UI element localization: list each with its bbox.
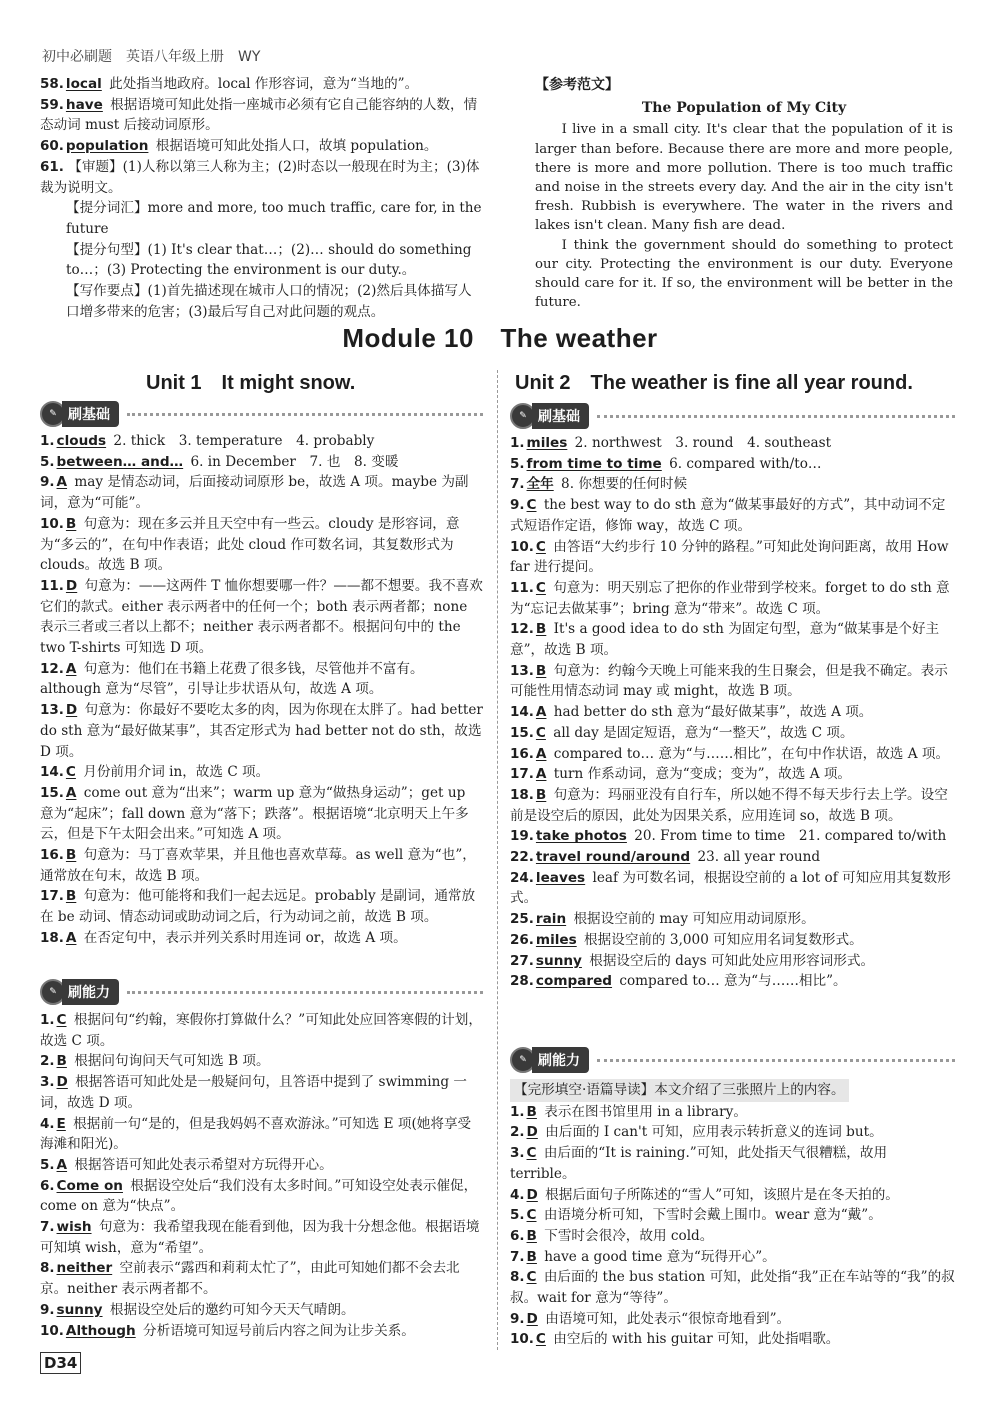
- item-number: 1.: [40, 433, 55, 449]
- answer-item: [40, 472, 483, 513]
- explanation: 根据后面句子所陈述的“雪人”可知，该照片是在冬天拍的。: [540, 1186, 899, 1203]
- answer-key: sunny: [535, 952, 582, 969]
- item-number: 3.: [510, 1145, 525, 1162]
- model-essay: [535, 76, 953, 312]
- explanation: come out 意为“出来”；warm up 意为“做热身运动”；get up 意为“起床”；fall down 意为“落下；跌落”。根据语境“北京明天上午多云，但是下午太阳会出来。”可知选 A 项。: [40, 784, 469, 843]
- item-number: 26.: [510, 931, 534, 948]
- answer-item: [40, 136, 483, 157]
- answer-key: B: [56, 1053, 67, 1070]
- item-number: 10.: [40, 515, 64, 532]
- item-number: 60.: [40, 138, 64, 155]
- explanation: have a good time 意为“玩得开心”。: [539, 1248, 776, 1265]
- explanation: 根据设空处后的邀约可知今天天气晴朗。: [105, 1301, 355, 1318]
- item-number: 15.: [40, 784, 64, 801]
- explanation: 句意为：他可能将和我们一起去远足。probably 是副词，通常放在 be 动词、情态动词或助动词之后，行为动词之前，故选 B 项。: [40, 888, 476, 926]
- answer-item: [510, 1143, 955, 1184]
- explanation: 根据问句询问天气可知选 B 项。: [69, 1053, 270, 1070]
- explanation: 根据设空后的 days 可知此处应用形容词形式。: [584, 952, 875, 969]
- explanation: 2. northwest 3. round 4. southeast: [570, 435, 832, 451]
- answer-key: have: [65, 96, 103, 113]
- item-number: 17.: [40, 888, 64, 905]
- answer-item: [40, 1300, 483, 1321]
- explanation: 根据答语可知此处表示希望对方玩得开心。: [70, 1156, 333, 1173]
- answer-item: [510, 847, 955, 868]
- answer-key: miles: [526, 435, 568, 451]
- answer-item: [40, 1176, 483, 1217]
- item-number: 9.: [40, 474, 55, 491]
- answer-item: [510, 785, 955, 826]
- item-number: 5.: [510, 1207, 525, 1224]
- item-number: 16.: [40, 847, 64, 864]
- answer-key: C: [56, 1012, 67, 1028]
- page-number: D34: [40, 1352, 81, 1374]
- answer-item: [40, 74, 483, 95]
- answer-key: A: [65, 929, 77, 946]
- answer-key: D: [65, 702, 78, 719]
- unit2-ability-label: 刷能力: [532, 1047, 589, 1073]
- answer-item: [510, 433, 955, 454]
- answer-item: [40, 762, 483, 783]
- unit1-basic-banner: [40, 400, 483, 428]
- answer-key: E: [56, 1115, 66, 1132]
- answer-key: B: [65, 888, 77, 905]
- item-number: 10.: [510, 1331, 534, 1348]
- explanation: 句意为：他们在书籍上花费了很多钱，尽管他并不富有。although 意为“尽管”，引导让步状语从句，故选 A 项。: [40, 660, 424, 698]
- item-number: 8.: [510, 1269, 525, 1286]
- item-number: 7.: [40, 1219, 55, 1236]
- dotted-rule: [127, 991, 483, 994]
- book-icon: ✎: [510, 403, 536, 429]
- item-number: 59.: [40, 96, 64, 113]
- answer-item: [510, 1226, 955, 1247]
- answer-key: A: [56, 1156, 68, 1173]
- answer-item: [40, 845, 483, 886]
- answer-item: [40, 886, 483, 927]
- answer-item: [40, 1258, 483, 1299]
- explanation: 【审题】(1)人称以第三人称为主；(2)时态以一般现在时为主；(3)体裁为说明文。: [40, 158, 480, 196]
- explanation: 【提分句型】(1) It's clear that…；(2)… should do something to…；(3) Protecting the environment is our duty.。: [66, 241, 472, 279]
- answer-item: [510, 826, 955, 847]
- book-icon: ✎: [40, 979, 66, 1005]
- answer-key: B: [526, 1227, 537, 1244]
- explanation: 由后面的 I can't 可知，应用表示转折意义的连词 but。: [540, 1124, 883, 1141]
- answer-item: [510, 971, 955, 992]
- item-number: 1.: [40, 1012, 55, 1028]
- item-number: 10.: [510, 538, 534, 555]
- explanation: 表示在图书馆里用 in a library。: [539, 1103, 747, 1120]
- item-number: 1.: [510, 435, 525, 451]
- answer-key: C: [535, 1331, 546, 1348]
- explanation: 根据语境可知此处指一座城市必须有它自己能容纳的人数，情态动词 must 后接动词原形。: [40, 96, 478, 134]
- explanation: 2. thick 3. temperature 4. probably: [109, 433, 375, 449]
- item-number: 13.: [40, 702, 64, 719]
- answer-item: [510, 578, 955, 619]
- unit2-basic-label: 刷基础: [532, 403, 589, 429]
- explanation: 句意为：现在多云并且天空中有一些云。cloudy 是形容词，意为“多云的”，在句中作表语；此处 cloud 作可数名词，其复数形式为 clouds。故选 B 项。: [40, 515, 460, 574]
- answer-item: [510, 868, 955, 909]
- explanation: 下雪时会很冷，故用 cold。: [539, 1227, 714, 1244]
- dotted-rule: [597, 1059, 955, 1062]
- answer-key: A: [65, 784, 77, 801]
- answer-key: D: [56, 1074, 68, 1091]
- answer-key: clouds: [56, 433, 107, 449]
- answer-item: [40, 659, 483, 700]
- explanation: 由答语“大约步行 10 分钟的路程。”可知此处询问距离，故用 How far 进行提问。: [510, 538, 949, 576]
- item-number: 12.: [40, 660, 64, 677]
- answer-key: Come on: [56, 1177, 123, 1194]
- answer-key: B: [535, 621, 547, 638]
- answer-item: [40, 514, 483, 576]
- answer-item: [510, 474, 955, 495]
- answer-key: C: [526, 497, 537, 514]
- item-number: 28.: [510, 973, 534, 990]
- answer-item: [40, 157, 483, 198]
- answer-item: [510, 1247, 955, 1268]
- explanation: 【写作要点】(1)首先描述现在城市人口的情况；(2)然后具体描写人口增多带来的危害；(3)最后写自己对此问题的观点。: [66, 283, 472, 320]
- explanation: all day 是固定短语，意为“一整天”，故选 C 项。: [548, 724, 854, 741]
- item-number: 19.: [510, 828, 534, 845]
- answer-key: C: [535, 538, 546, 555]
- item-number: 2.: [40, 1053, 55, 1070]
- explanation: 由后面的 the bus station 可知，此处指“我”正在车站等的“我”的叔叔。wait for 意为“等待”。: [510, 1269, 955, 1307]
- item-number: 15.: [510, 724, 534, 741]
- top-left-answers: [40, 74, 483, 322]
- item-number: 5.: [40, 1156, 55, 1173]
- answer-key: B: [535, 662, 547, 679]
- answer-item: [510, 1205, 955, 1226]
- answer-key: C: [526, 1269, 537, 1286]
- answer-key: A: [56, 474, 68, 491]
- answer-item: [40, 1217, 483, 1258]
- unit2-title: Unit 2 The weather is fine all year round.: [515, 372, 913, 394]
- answer-item: [40, 928, 483, 949]
- unit2-ability-list: [510, 1079, 955, 1350]
- answer-key: B: [526, 1103, 537, 1120]
- item-number: 18.: [510, 786, 534, 803]
- answer-item: [40, 198, 483, 239]
- explanation: 6. compared with/to…: [664, 455, 822, 472]
- explanation: 【提分词汇】more and more, too much traffic, care for, in the future: [66, 200, 482, 237]
- answer-key: A: [65, 660, 77, 677]
- answer-item: [510, 909, 955, 930]
- essay-paragraph-1: I live in a small city. It's clear that the population of it is larger than before. Because there are more and more people, there is more and more pollution. There is too much traffic and noise in the streets every day. And the air in the city isn't fresh. Rubbish is everywhere. The water in the rivers and lakes isn't clean. Many fish are dead.: [535, 122, 953, 234]
- answer-key: B: [535, 786, 547, 803]
- item-number: 61.: [40, 158, 64, 175]
- answer-item: [510, 537, 955, 578]
- item-number: 22.: [510, 849, 534, 866]
- answer-item: [40, 576, 483, 659]
- answer-item: [510, 723, 955, 744]
- answer-key: B: [526, 1248, 537, 1265]
- explanation: 20. From time to time 21. compared to/with: [629, 828, 947, 845]
- unit2-ability-banner: [510, 1046, 955, 1074]
- answer-key: D: [65, 577, 78, 594]
- explanation: 在否定句中，表示并列关系时用连词 or，故选 A 项。: [79, 929, 407, 946]
- item-number: 12.: [510, 621, 534, 638]
- answer-key: take photos: [535, 828, 627, 845]
- answer-key: from time to time: [526, 455, 662, 472]
- answer-item: [510, 951, 955, 972]
- explanation: 句意为：——这两件 T 恤你想要哪一件？——都不想要。我不喜欢它们的款式。either 表示两者中的任何一个；both 表示两者都；none 表示三者或三者以上都不；neither 表示两者都不。根据问句中的 the two T-shirts 可知选 D 项。: [40, 577, 483, 657]
- item-number: 27.: [510, 952, 534, 969]
- reading-intro: 【完形填空·语篇导读】本文介绍了三张照片上的内容。: [510, 1079, 849, 1102]
- answer-key: leaves: [535, 869, 586, 886]
- explanation: 由后面的“It is raining.”可知，此处指天气很糟糕，故用 terrible。: [510, 1145, 888, 1182]
- running-header: 初中必刷题 英语八年级上册 WY: [42, 49, 261, 65]
- item-number: 13.: [510, 662, 534, 679]
- explanation: 句意为：我希望我现在能看到他，因为我十分想念他。根据语境可知填 wish，意为“希望”。: [40, 1219, 480, 1256]
- item-number: 1.: [510, 1103, 525, 1120]
- answer-item: [40, 452, 483, 473]
- item-number: 7.: [510, 1248, 525, 1265]
- item-number: 11.: [40, 577, 64, 594]
- essay-paragraph-2: I think the government should do something to protect our city. Protecting the environment is our duty. Everyone should care for it. If so, the environment will be better in the future.: [535, 237, 953, 311]
- item-number: 5.: [510, 455, 525, 472]
- explanation: 根据设空前的 may 可知应用动词原形。: [569, 911, 815, 928]
- answer-key: between… and…: [56, 453, 184, 470]
- explanation: compared to… 意为“与……相比”。: [615, 973, 847, 990]
- answer-key: C: [535, 724, 546, 741]
- item-number: 18.: [40, 929, 64, 946]
- answer-item: [40, 783, 483, 845]
- item-number: 11.: [510, 579, 534, 596]
- explanation: had better do sth 意为“最好做某事”，故选 A 项。: [549, 704, 873, 721]
- essay-heading: 【参考范文】: [535, 77, 619, 93]
- explanation: turn 作系动词，意为“变成；变为”，故选 A 项。: [549, 766, 852, 783]
- answer-item: [40, 1051, 483, 1072]
- answer-item: [510, 1329, 955, 1350]
- answer-item: [40, 1155, 483, 1176]
- unit2-basic-banner: [510, 402, 955, 430]
- answer-item: [510, 454, 955, 475]
- answer-key: compared: [535, 973, 613, 990]
- answer-key: neither: [56, 1260, 113, 1277]
- answer-key: A: [535, 745, 547, 762]
- answer-item: [40, 281, 483, 322]
- answer-key: sunny: [56, 1301, 103, 1318]
- answer-key: A: [535, 766, 547, 783]
- unit1-ability-banner: [40, 978, 483, 1006]
- book-icon: ✎: [510, 1047, 536, 1073]
- explanation: 分析语境可知逗号前后内容之间为让步关系。: [138, 1322, 415, 1339]
- explanation: 根据问句“约翰，寒假你打算做什么？”可知此处应回答寒假的计划，故选 C 项。: [40, 1012, 482, 1049]
- answer-item: [510, 1185, 955, 1206]
- answer-item: [40, 1072, 483, 1113]
- item-number: 10.: [40, 1322, 64, 1339]
- item-number: 6.: [510, 1227, 525, 1244]
- item-number: 8.: [40, 1260, 55, 1277]
- answer-item: [40, 95, 483, 136]
- item-number: 17.: [510, 766, 534, 783]
- unit1-title: Unit 1 It might snow.: [146, 372, 356, 394]
- answer-item: [510, 1102, 955, 1123]
- item-number: 25.: [510, 911, 534, 928]
- item-number: 14.: [510, 704, 534, 721]
- answer-key: C: [65, 764, 76, 781]
- unit1-ability-list: [40, 1010, 483, 1341]
- column-divider: [497, 370, 498, 1350]
- answer-item: [40, 1114, 483, 1155]
- answer-item: [40, 1010, 483, 1051]
- answer-key: A: [535, 704, 547, 721]
- answer-item: [510, 702, 955, 723]
- answer-key: B: [65, 847, 77, 864]
- item-number: 9.: [40, 1301, 55, 1318]
- dotted-rule: [597, 415, 955, 418]
- answer-key: rain: [535, 911, 567, 928]
- unit1-basic-list: [40, 431, 483, 949]
- answer-key: B: [65, 515, 77, 532]
- book-icon: ✎: [40, 401, 66, 427]
- answer-item: [510, 1122, 955, 1143]
- answer-item: [40, 700, 483, 762]
- explanation: 句意为：玛丽亚没有自行车，所以她不得不每天步行去上学。设空前是设空后的原因，此处为因果关系，应用连词 so，故选 B 项。: [510, 786, 948, 824]
- answer-key: D: [526, 1310, 538, 1327]
- answer-item: [510, 744, 955, 765]
- explanation: 根据答语可知此处是一般疑问句，且答语中提到了 swimming 一词，故选 D 项。: [40, 1074, 467, 1111]
- explanation: 根据设空前的 3,000 可知应用名词复数形式。: [579, 931, 863, 948]
- explanation: 句意为：约翰今天晚上可能来我的生日聚会，但是我不确定。表示可能性用情态动词 may 或 might，故选 B 项。: [510, 662, 948, 700]
- explanation: 8. 你想要的任何时候: [556, 476, 688, 493]
- explanation: 6. in December 7. 也 8. 变暖: [186, 453, 399, 470]
- answer-item: [510, 619, 955, 660]
- answer-key: C: [526, 1145, 537, 1162]
- answer-key: miles: [535, 931, 577, 948]
- answer-key: population: [65, 138, 149, 155]
- explanation: 由语境可知，此处表示“很惊奇地看到”。: [540, 1310, 791, 1327]
- explanation: leaf 为可数名词，根据设空前的 a lot of 可知应用其复数形式。: [510, 869, 951, 907]
- item-number: 9.: [510, 1310, 525, 1327]
- item-number: 58.: [40, 76, 64, 92]
- answer-key: wish: [56, 1219, 92, 1236]
- answer-key: 全年: [526, 476, 554, 493]
- item-number: 3.: [40, 1074, 55, 1091]
- explanation: 月份前用介词 in，故选 C 项。: [78, 764, 270, 781]
- explanation: It's a good idea to do sth 为固定句型，意为“做某事是个好主意”，故选 B 项。: [510, 621, 940, 659]
- answer-key: C: [526, 1207, 537, 1224]
- answer-key: D: [526, 1186, 538, 1203]
- item-number: 5.: [40, 453, 55, 470]
- explanation: 句意为：明天别忘了把你的作业带到学校来。forget to do sth 意为“忘记去做某事”；bring 意为“带来”。故选 C 项。: [510, 579, 950, 617]
- explanation: 23. all year round: [693, 849, 821, 866]
- explanation: 句意为：马丁喜欢苹果，并且他也喜欢草莓。as well 意为“也”，通常放在句末，故选 B 项。: [40, 847, 476, 884]
- answer-item: [40, 1321, 483, 1342]
- answer-key: travel round/around: [535, 849, 691, 866]
- item-number: 24.: [510, 869, 534, 886]
- explanation: 根据前一句“是的，但是我妈妈不喜欢游泳。”可知选 E 项(她将享受海滩和阳光)。: [40, 1115, 472, 1153]
- answer-item: [510, 495, 955, 536]
- explanation: 此处指当地政府。local 作形容词，意为“当地的”。: [104, 76, 419, 92]
- item-number: 2.: [510, 1124, 525, 1141]
- answer-key: C: [535, 579, 546, 596]
- answer-key: Although: [65, 1322, 136, 1339]
- answer-item: [510, 1309, 955, 1330]
- explanation: 句意为：你最好不要吃太多的肉，因为你现在太胖了。had better do sth 意为“最好做某事”，其否定形式为 had better not do sth，故选 D 项。: [40, 702, 483, 760]
- unit1-basic-label: 刷基础: [62, 401, 119, 427]
- item-number: 16.: [510, 745, 534, 762]
- answer-item: [40, 431, 483, 452]
- answer-item: [510, 764, 955, 785]
- explanation: 空前表示“露西和莉莉太忙了”，由此可知她们都不会去北京。neither 表示两者都不。: [40, 1260, 460, 1298]
- item-number: 14.: [40, 764, 64, 781]
- explanation: may 是情态动词，后面接动词原形 be，故选 A 项。maybe 为副词，意为“可能”。: [40, 474, 469, 512]
- essay-title: The Population of My City: [641, 100, 847, 117]
- answer-item: [510, 661, 955, 702]
- explanation: 根据设空处后“我们没有太多时间。”可知设空处表示催促，come on 意为“快点”。: [40, 1177, 478, 1215]
- answer-item: [510, 930, 955, 951]
- explanation: compared to… 意为“与……相比”，在句中作状语，故选 A 项。: [549, 745, 950, 762]
- answer-item: [510, 1267, 955, 1308]
- explanation: 根据语境可知此处指人口，故填 population。: [151, 138, 438, 155]
- answer-key: D: [526, 1124, 538, 1141]
- item-number: 6.: [40, 1177, 55, 1194]
- explanation: 由语境分析可知，下雪时会戴上围巾。wear 意为“戴”。: [539, 1207, 882, 1224]
- explanation: the best way to do sth 意为“做某事最好的方式”，其中动词不定式短语作定语，修饰 way，故选 C 项。: [510, 497, 946, 534]
- item-number: 9.: [510, 497, 525, 514]
- unit2-basic-list: [510, 433, 955, 992]
- explanation: 由空后的 with his guitar 可知，此处指唱歌。: [548, 1331, 840, 1348]
- item-number: 7.: [510, 476, 525, 493]
- answer-item: [40, 240, 483, 281]
- unit1-ability-label: 刷能力: [62, 979, 119, 1005]
- item-number: 4.: [510, 1186, 525, 1203]
- answer-key: local: [65, 76, 102, 92]
- module-title: Module 10 The weather: [342, 323, 658, 353]
- dotted-rule: [127, 413, 483, 416]
- item-number: 4.: [40, 1115, 55, 1132]
